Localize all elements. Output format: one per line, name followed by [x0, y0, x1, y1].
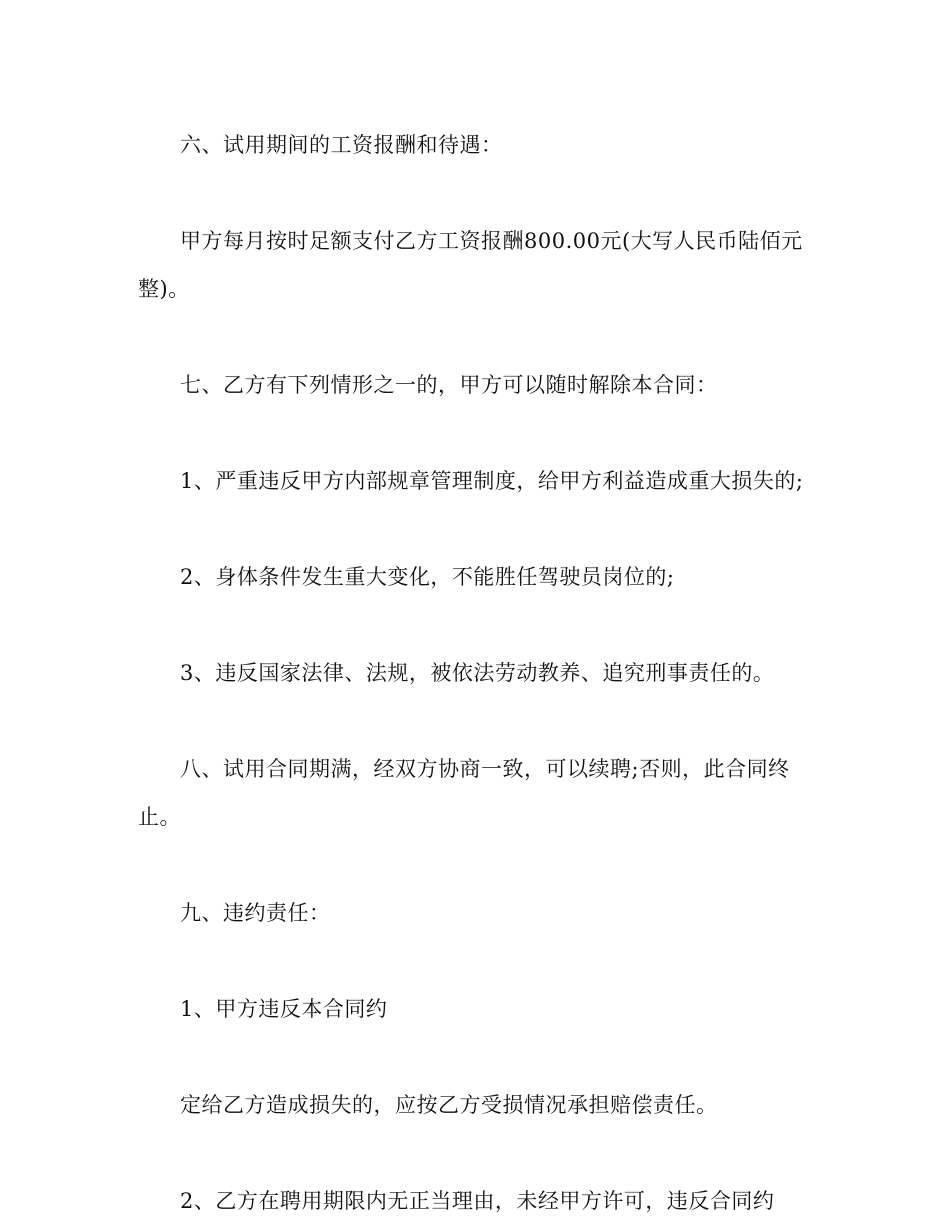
paragraph-trial-salary-heading: 六、试用期间的工资报酬和待遇：	[180, 133, 503, 157]
paragraph-termination-item-1: 1、严重违反甲方内部规章管理制度，给甲方利益造成重大损失的;	[180, 469, 804, 493]
paragraph-breach-heading: 九、违约责任：	[180, 901, 331, 925]
paragraph-termination-item-2: 2、身体条件发生重大变化，不能胜任驾驶员岗位的;	[180, 565, 675, 589]
paragraph-termination-heading: 七、乙方有下列情形之一的，甲方可以随时解除本合同：	[180, 373, 718, 397]
paragraph-contract-expiry: 八、试用合同期满，经双方协商一致，可以续聘;否则，此合同终止。	[138, 757, 790, 829]
paragraph-breach-item-1: 1、甲方违反本合同约	[180, 997, 388, 1021]
paragraph-breach-item-2: 2、乙方在聘用期限内无正当理由，未经甲方许可，违反合同约	[180, 1189, 775, 1213]
paragraph-termination-item-3: 3、违反国家法律、法规，被依法劳动教养、追究刑事责任的。	[180, 661, 775, 685]
paragraph-breach-item-1-continued: 定给乙方造成损失的，应按乙方受损情况承担赔偿责任。	[180, 1093, 718, 1117]
document-body	[138, 121, 810, 1225]
paragraph-trial-salary-amount: 甲方每月按时足额支付乙方工资报酬800.00元(大写人民币陆佰元整)。	[138, 229, 803, 301]
